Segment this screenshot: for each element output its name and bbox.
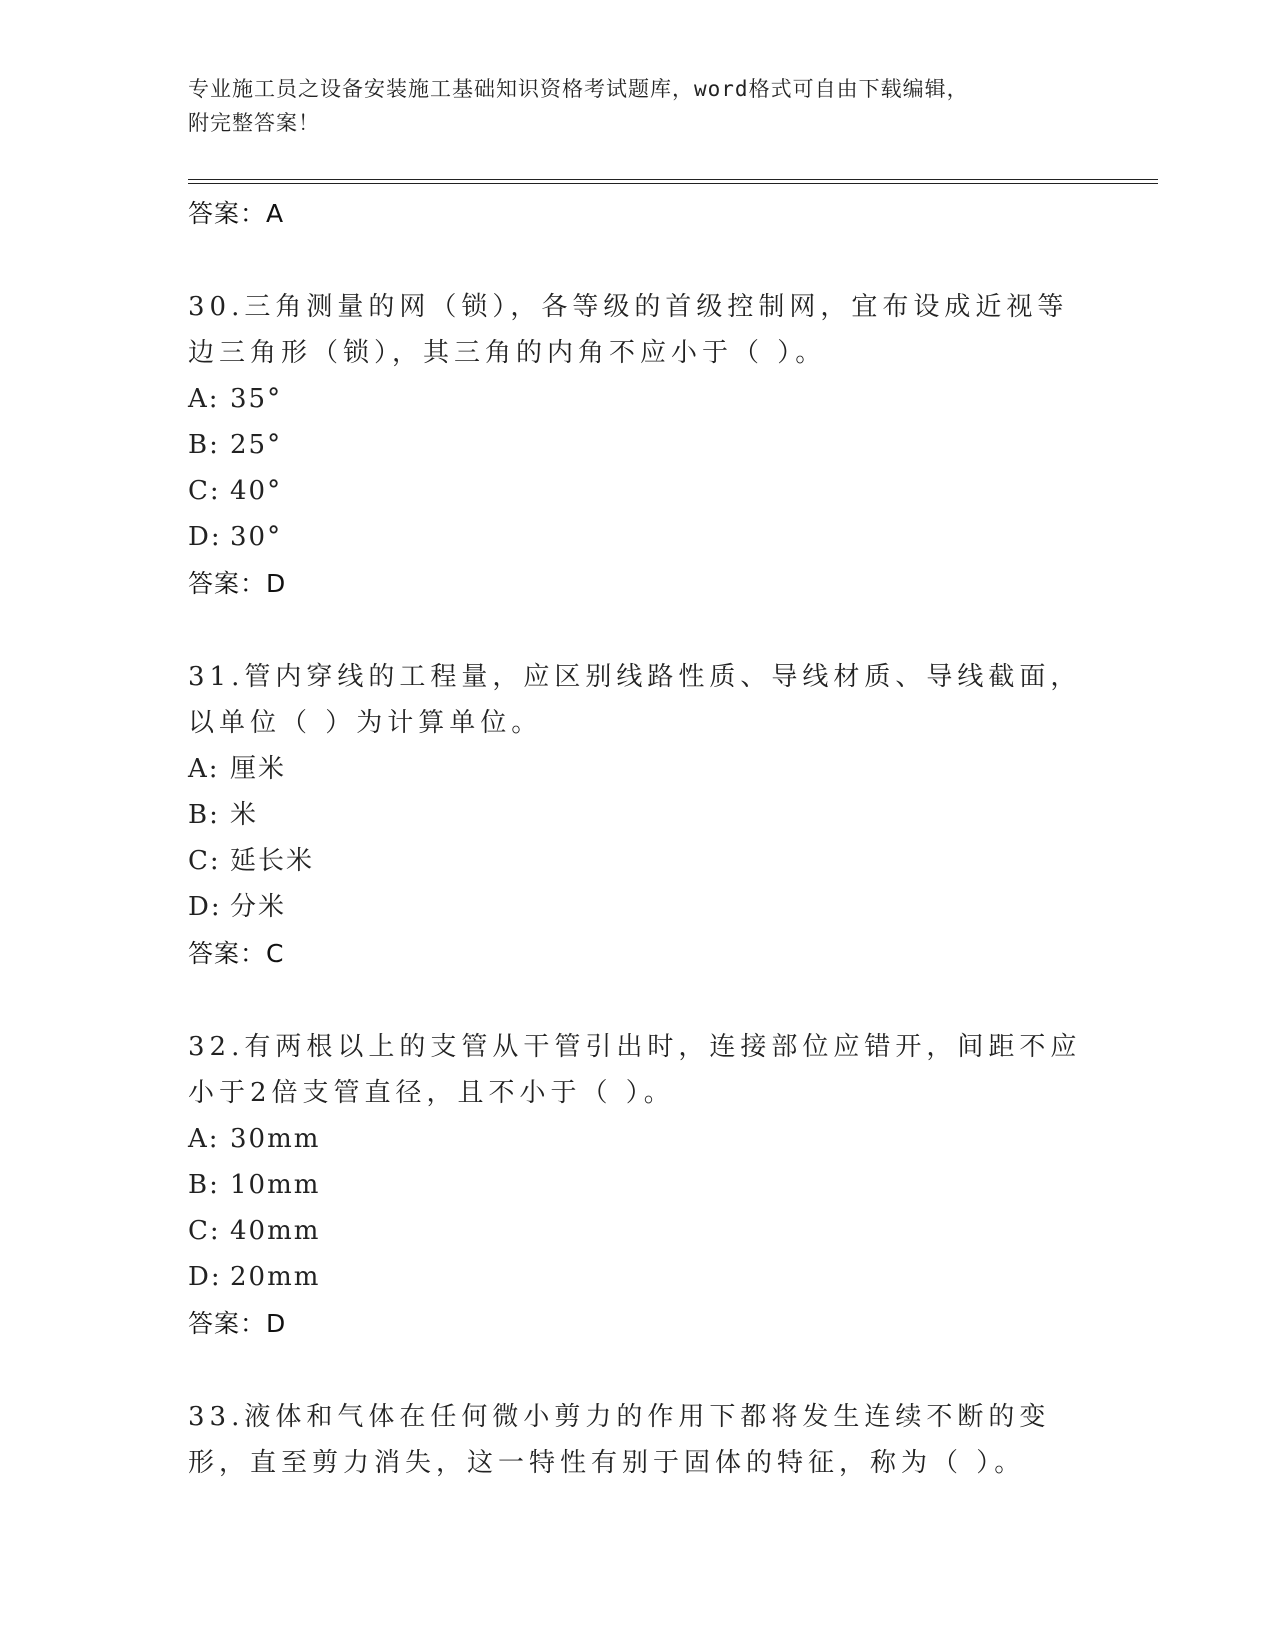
option-d	[188, 1254, 1088, 1300]
answer-line: 答案：A	[188, 199, 285, 228]
option-text: 厘米	[230, 754, 287, 784]
question-30	[188, 284, 1088, 604]
question-33	[188, 1394, 1088, 1486]
option-d	[188, 514, 1088, 560]
option-label: A:	[188, 754, 220, 784]
answer-line: 答案：C	[188, 939, 285, 968]
option-label: B:	[188, 430, 220, 460]
option-label: C:	[188, 846, 221, 876]
option-a	[188, 746, 1088, 792]
option-text: 25°	[230, 430, 283, 460]
option-b	[188, 1162, 1088, 1208]
option-text: 20mm	[230, 1262, 321, 1292]
option-c	[188, 468, 1088, 514]
header-line-1: 专业施工员之设备安装施工基础知识资格考试题库，word格式可自由下载编辑，	[188, 77, 969, 101]
option-text: 10mm	[230, 1170, 321, 1200]
option-a	[188, 376, 1088, 422]
option-label: B:	[188, 1170, 220, 1200]
question-text: 33.液体和气体在任何微小剪力的作用下都将发生连续不断的变形，直至剪力消失，这一特性有别于固体的特征，称为（ ）。	[188, 1402, 1051, 1478]
question-list	[188, 190, 1088, 1486]
option-text: 延长米	[230, 846, 315, 876]
option-c	[188, 838, 1088, 884]
option-d	[188, 884, 1088, 930]
question-text: 32.有两根以上的支管从干管引出时，连接部位应错开，间距不应小于2倍支管直径，且不小于（ ）。	[188, 1032, 1082, 1108]
option-label: C:	[188, 1216, 221, 1246]
option-label: A:	[188, 1124, 220, 1154]
spacer	[188, 604, 1088, 654]
option-text: 40mm	[230, 1216, 321, 1246]
question-31	[188, 654, 1088, 974]
option-text: 30mm	[230, 1124, 321, 1154]
spacer	[188, 234, 1088, 284]
spacer	[188, 974, 1088, 1024]
option-label: D:	[188, 522, 222, 552]
option-text: 米	[230, 800, 259, 830]
option-text: 分米	[230, 892, 287, 922]
option-a	[188, 1116, 1088, 1162]
option-label: A:	[188, 384, 220, 414]
option-label: B:	[188, 800, 220, 830]
option-text: 30°	[230, 522, 283, 552]
option-label: D:	[188, 1262, 222, 1292]
option-text: 35°	[230, 384, 283, 414]
question-32	[188, 1024, 1088, 1344]
answer-line: 答案：D	[188, 1309, 287, 1338]
spacer	[188, 1344, 1088, 1394]
question-text: 31.管内穿线的工程量，应区别线路性质、导线材质、导线截面，以单位（ ）为计算单位。	[188, 662, 1082, 738]
page-header	[188, 72, 1088, 140]
header-divider	[188, 179, 1158, 184]
header-line-2: 附完整答案！	[188, 111, 320, 135]
option-label: D:	[188, 892, 222, 922]
option-b	[188, 422, 1088, 468]
answer-line: 答案：D	[188, 569, 287, 598]
question-text: 30.三角测量的网（锁），各等级的首级控制网，宜布设成近视等边三角形（锁），其三角的内角不应小于（ ）。	[188, 292, 1069, 368]
option-b	[188, 792, 1088, 838]
option-label: C:	[188, 476, 221, 506]
option-text: 40°	[230, 476, 283, 506]
option-c	[188, 1208, 1088, 1254]
